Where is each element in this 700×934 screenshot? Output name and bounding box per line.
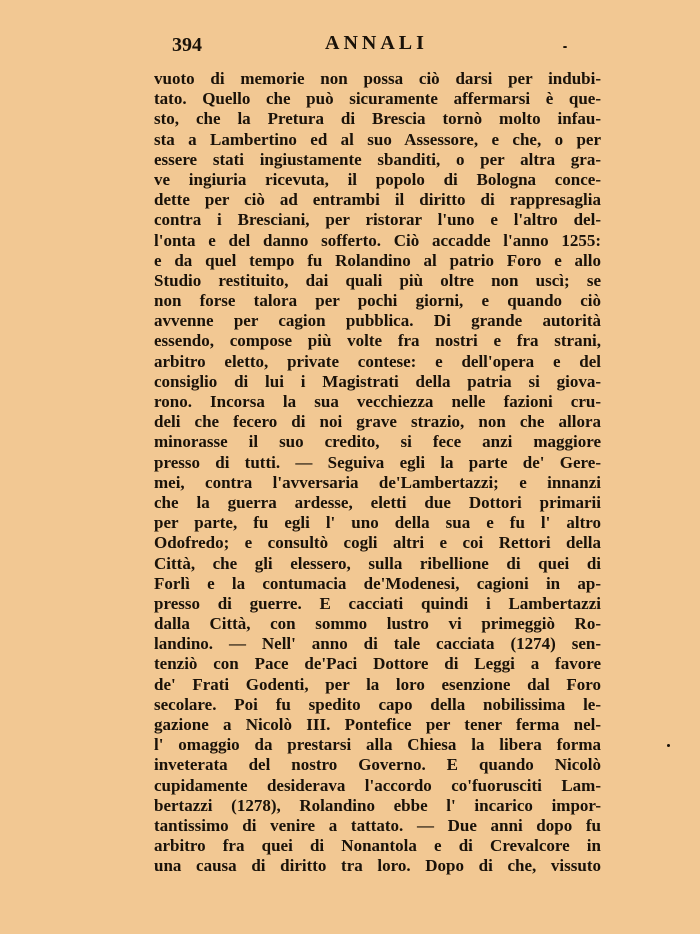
text-line: tantissimo di venire a tattato. — Due anni dopo fu xyxy=(154,815,601,835)
print-speck xyxy=(667,744,670,747)
text-line: vuoto di memorie non possa ciò darsi per indubi- xyxy=(154,69,601,88)
text-line: rono. Incorsa la sua vecchiezza nelle fazioni cru- xyxy=(154,392,601,411)
text-line: l'onta e del danno sofferto. Ciò accadde l'anno 1255: xyxy=(154,230,601,250)
text-line: avvenne per cagion pubblica. Di grande autorità xyxy=(154,311,601,331)
text-line: che la guerra ardesse, eletti due Dottori primarii xyxy=(154,492,601,512)
running-head: ANNALI xyxy=(325,32,428,54)
text-line: landino. — Nell' anno di tale cacciata (1274) sen- xyxy=(154,634,601,654)
text-line: ve ingiuria ricevuta, il popolo di Bologna conce- xyxy=(154,169,601,189)
print-speck xyxy=(563,46,567,48)
text-line: tenziò con Pace de'Paci Dottore di Leggi a favore xyxy=(154,654,601,674)
text-line: Forlì e la contumacia de'Modenesi, cagioni in ap- xyxy=(154,573,601,593)
text-line: tato. Quello che può sicuramente affermarsi è que- xyxy=(154,89,601,109)
text-line: essendo, compose più volte fra nostri e fra strani, xyxy=(154,331,601,351)
text-line: essere stati ingiustamente sbanditi, o per altra gra- xyxy=(154,149,601,169)
text-line: una causa di diritto tra loro. Dopo di che, vissuto xyxy=(154,856,601,876)
text-line: mei, contra l'avversaria de'Lambertazzi; e innanzi xyxy=(154,472,601,492)
text-line: l' omaggio da prestarsi alla Chiesa la libera forma xyxy=(154,735,601,755)
text-line: arbitro fra quei di Nonantola e di Crevalcore in xyxy=(154,836,601,856)
text-line: consiglio di lui i Magistrati della patria si giova- xyxy=(154,371,601,391)
text-line: Studio restituito, dai quali più oltre non uscì; se xyxy=(154,270,601,290)
text-line: per parte, fu egli l' uno della sua e fu l' altro xyxy=(154,513,601,533)
text-line: de' Frati Godenti, per la loro esenzione dal Foro xyxy=(154,674,601,694)
text-line: dette per ciò ad entrambi il diritto di rappresaglia xyxy=(154,190,601,210)
body-text xyxy=(154,69,601,877)
text-line: inveterata del nostro Governo. E quando Nicolò xyxy=(154,755,601,775)
text-line: gazione a Nicolò III. Pontefice per tener ferma nel- xyxy=(154,715,601,734)
text-line: dalla Città, con sommo lustro vi primeggiò Ro- xyxy=(154,614,601,634)
text-line: sta a Lambertino ed al suo Assessore, e che, o per xyxy=(154,129,601,149)
text-line: secolare. Poi fu spedito capo della nobilissima le- xyxy=(154,694,601,714)
text-line: deli che fecero di noi grave strazio, non che allora xyxy=(154,412,601,432)
text-line: bertazzi (1278), Rolandino ebbe l' incarico impor- xyxy=(154,795,601,815)
text-line: contra i Bresciani, per ristorar l'uno e l'altro del- xyxy=(154,210,601,230)
text-line: sto, che la Pretura di Brescia tornò molto infau- xyxy=(154,109,601,129)
text-line: Città, che gli elessero, sulla ribellione di quei di xyxy=(154,553,601,573)
text-line: presso di guerre. E cacciati quindi i Lambertazzi xyxy=(154,593,601,613)
text-line: arbitro eletto, private contese: e dell'opera e del xyxy=(154,351,601,371)
text-line: non forse talora per pochi giorni, e quando ciò xyxy=(154,291,601,311)
text-line: Odofredo; e consultò cogli altri e coi Rettori della xyxy=(154,533,601,553)
text-line: e da quel tempo fu Rolandino al patrio Foro e allo xyxy=(154,250,601,270)
page-number: 394 xyxy=(172,34,202,56)
text-line: presso di tutti. — Seguiva egli la parte de' Gere- xyxy=(154,452,601,472)
text-line: minorasse il suo credito, si fece anzi maggiore xyxy=(154,432,601,452)
text-line: cupidamente desiderava l'accordo co'fuorusciti Lam- xyxy=(154,775,601,795)
